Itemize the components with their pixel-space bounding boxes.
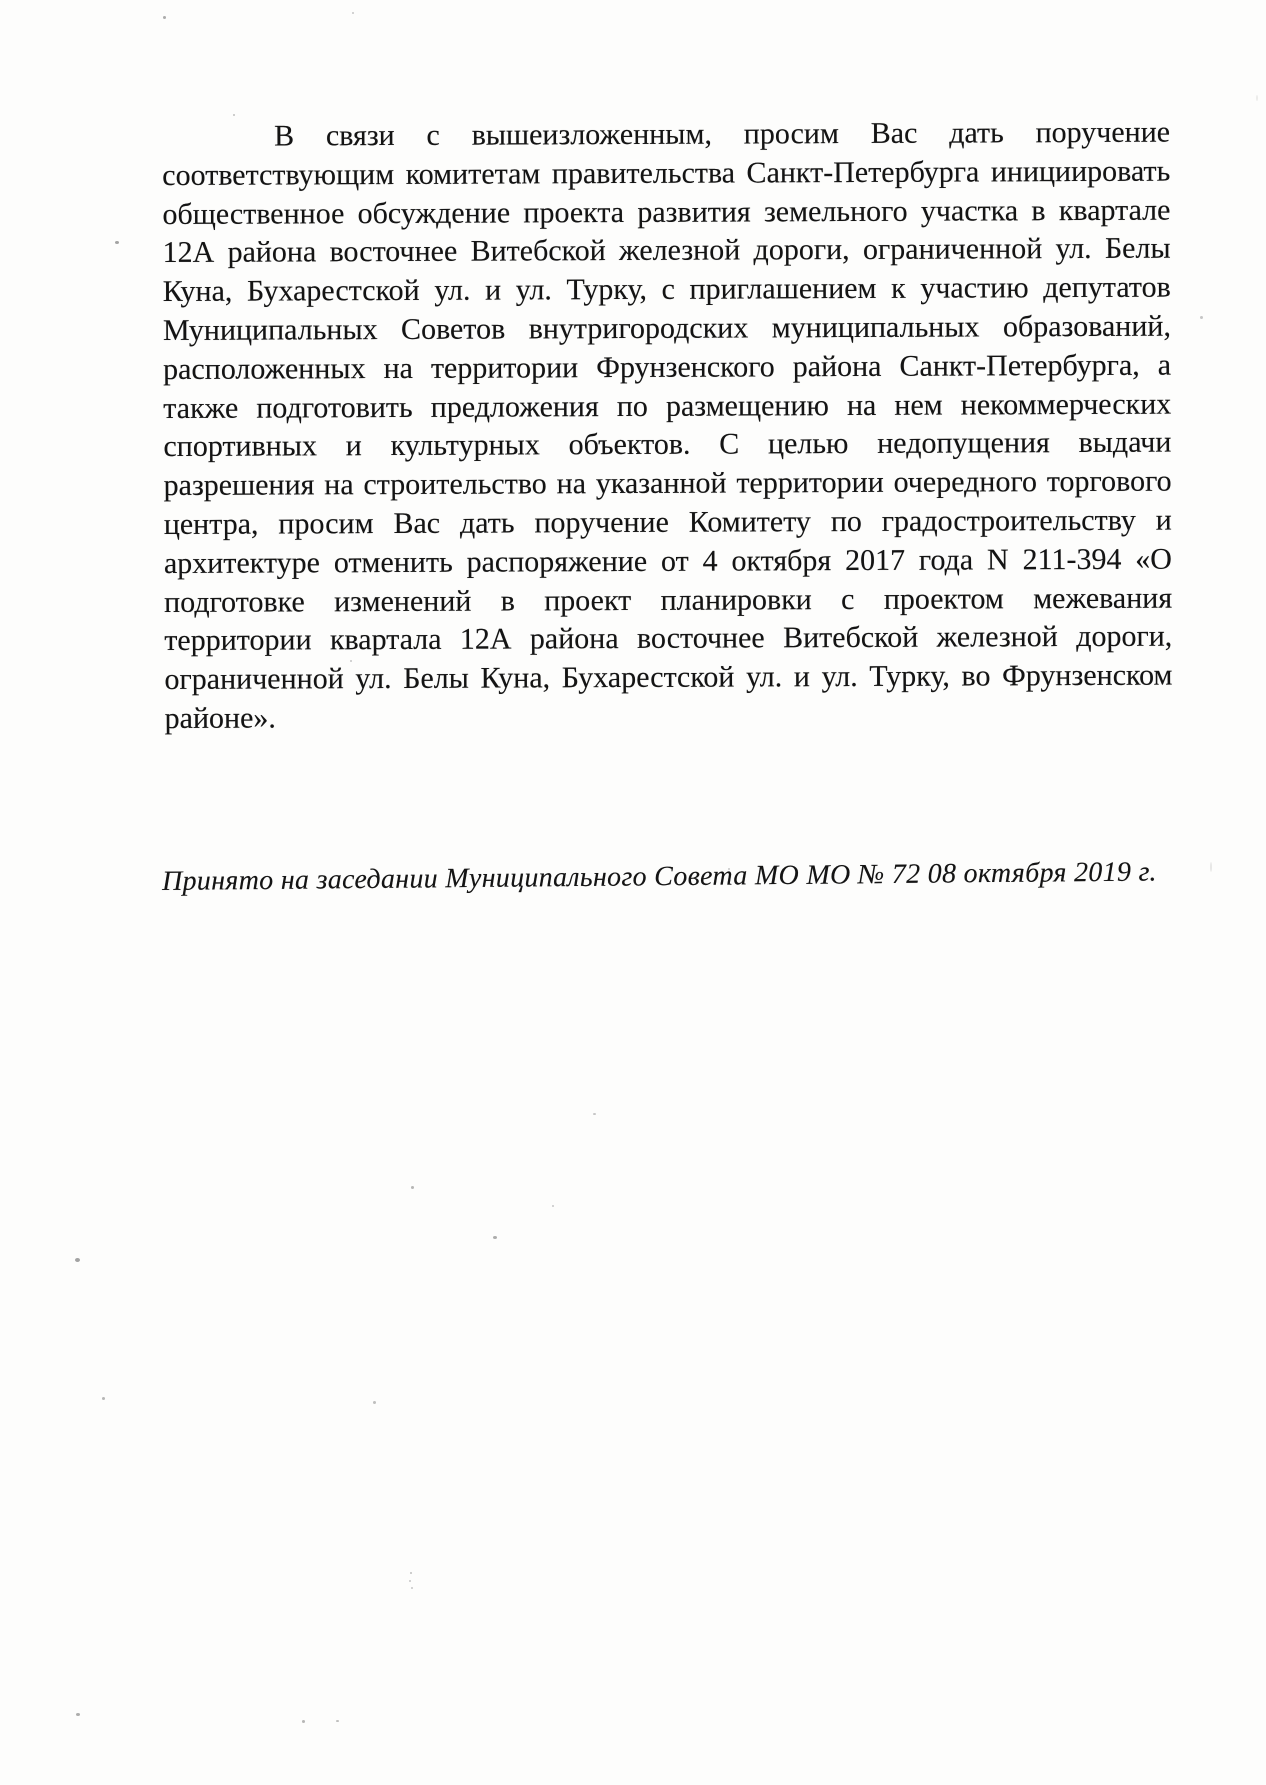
scan-speck [409, 1580, 411, 1582]
scan-speck [493, 1236, 497, 1239]
scan-speck [1256, 95, 1258, 101]
paragraph-line: архитектуре отменить распоряжение от 4 октября 2017 года N 211-394 «О [163, 542, 1173, 580]
scan-speck [336, 1720, 339, 1722]
paragraph-line: общественное обсуждение проекта развития земельного участка в квартале [162, 193, 1171, 231]
adoption-note: Принято на заседании Муниципального Совета МО МО № 72 08 октября 2019 г. [161, 856, 1157, 897]
scan-speck [102, 1397, 105, 1400]
scan-speck [75, 1258, 80, 1262]
scan-speck [552, 1205, 554, 1207]
scan-speck [410, 1572, 412, 1574]
scan-speck [593, 1113, 596, 1115]
paragraph-line: расположенных на территории Фрунзенского района Санкт-Петербурга, а [163, 348, 1172, 386]
scan-speck [115, 241, 119, 244]
body-paragraph [162, 114, 1173, 739]
scan-speck [233, 114, 235, 116]
scan-speck [352, 12, 354, 14]
scan-speck [1200, 316, 1203, 319]
scan-speck [302, 1720, 305, 1723]
scan-speck [411, 1587, 413, 1589]
scan-speck [411, 1186, 414, 1189]
paragraph-line: районе». [164, 701, 276, 735]
paragraph-line: разрешения на строительство на указанной территории очередного торгового [163, 464, 1172, 503]
paragraph-line: центра, просим Вас дать поручение Комитету по градостроительству и [163, 503, 1172, 541]
scan-speck [373, 1401, 376, 1404]
paragraph-line: территории квартала 12А района восточнее Витебской железной дороги, [164, 619, 1173, 658]
paragraph-line: Куна, Бухарестской ул. и ул. Турку, с приглашением к участию депутатов [162, 270, 1171, 309]
scan-speck [76, 1713, 80, 1716]
paragraph-line: ограниченной ул. Белы Куна, Бухарестской ул. и ул. Турку, во Фрунзенском [164, 658, 1173, 697]
paragraph-line: Муниципальных Советов внутригородских муниципальных образований, [162, 309, 1171, 347]
paragraph-line: также подготовить предложения по размещению на нем некоммерческих [163, 387, 1172, 425]
paragraph-line: соответствующим комитетам правительства Санкт-Петербурга инициировать [162, 154, 1171, 192]
paragraph-line: спортивных и культурных объектов. С целью недопущения выдачи [163, 425, 1172, 464]
paragraph-line: 12А района восточнее Витебской железной дороги, ограниченной ул. Белы [162, 231, 1171, 270]
paragraph-line: подготовке изменений в проект планировки с проектом межевания [164, 581, 1173, 619]
scan-speck [163, 16, 166, 19]
scan-speck [1210, 862, 1212, 872]
paragraph-line: В связи с вышеизложенным, просим Вас дать поручение [274, 115, 1171, 153]
